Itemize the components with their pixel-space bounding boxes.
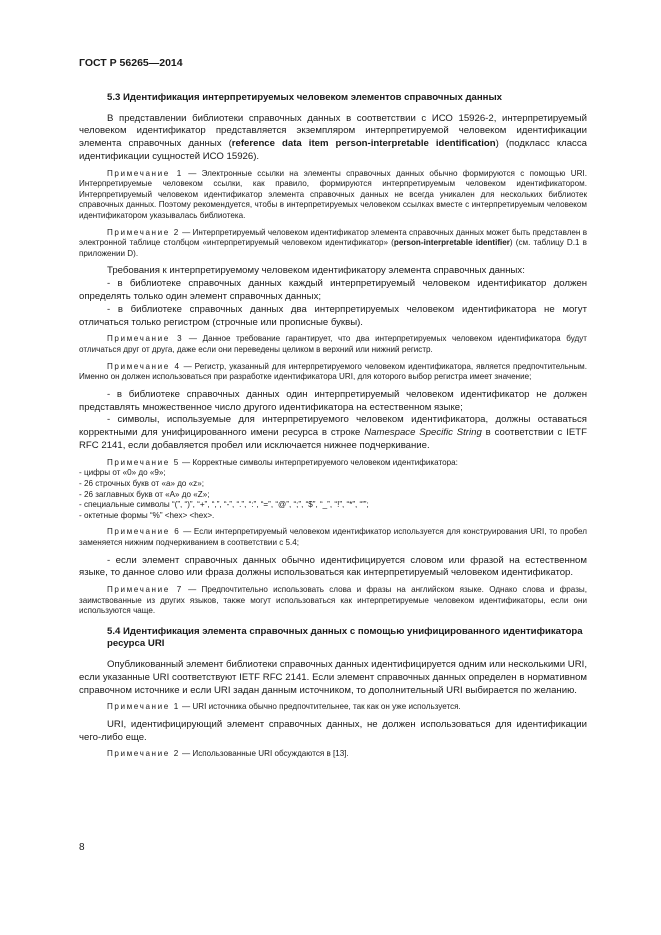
section-5-3-heading: 5.3 Идентификация интерпретируемых человеком элементов справочных данных [107,92,502,103]
text-run: ) (подкласс класса идентификации сущностей ИСО 15926). [79,138,587,162]
section-5-4-paragraph-1: Опубликованный элемент библиотеки справочных данных идентифицируется одним или несколькими URI, если указанные URI соответствуют IETF RFC 2141. Если элемент справочных данных определен в нормативном справочном источнике и если URI задан данным источником, то дополнительный URI выбирается по желанию. [79,658,587,696]
text-run: - символы, используемые для интерпретируемого человеком идентификатора, должны оставаться корректными для унифицированного имени ресурса в строке [79,414,587,439]
requirement-3: - в библиотеке справочных данных один интерпретируемый человеком идентификатор не должен представлять множественное число другого идентификатора на естественном языке; [79,388,587,413]
note-6 [79,527,587,548]
note-5-item: - специальные символы “(”, “)”, “+”, “,”, “-”, “.”, “:”, “=”, “@”, “;”, “$”, “_”, “!”, “*”, “'”; [79,500,369,510]
note-label: Примечание 1 [107,702,180,712]
document-body [79,92,587,766]
section-5-4-heading: 5.4 Идентификация элемента справочных данных с помощью унифицированного идентификатора ресурса URI [107,625,583,650]
section-5-4-note-2 [79,749,587,760]
note-label: Примечание 7 [107,585,183,595]
note-text: — Регистр, указанный для интерпретируемого человеком идентификатора, является предпочтительным. Именно он должен использоваться при разработке идентификатора URI, для которого выбор регистра имеет значение; [79,361,587,382]
note-text: — Данное требование гарантирует, что два интерпретируемых человеком идентификатора будут отличаться друг от друга, даже если они переведены целиком в верхний или нижний регистр. [79,334,587,355]
term-italic: Namespace Specific String [364,427,482,439]
requirement-5: - если элемент справочных данных обычно идентифицируется словом или фразой на естественном языке, то данное слово или фраза должны использоваться как интерпретируемый человеком идентификатор. [79,554,587,579]
requirement-2: - в библиотеке справочных данных два интерпретируемых человеком идентификатора не могут отличаться только регистром (строчные или прописные буквы). [79,303,587,328]
note-label: Примечание 1 [107,168,183,178]
note-3 [79,334,587,355]
document-header: ГОСТ Р 56265—2014 [79,57,183,69]
requirements-intro: Требования к интерпретируемому человеком идентификатору элемента справочных данных: [107,265,525,277]
term-bold: reference data item person-interpretable identification [231,138,496,150]
page-number: 8 [79,842,85,853]
note-text: — Электронные ссылки на элементы справочных данных обычно формируются с помощью URI. Интерпретируемые человеком ссылки, как правило, формируются интерпретируемым человеком идентификатором. Интерпретируемый человеком идентификатор элемента справочных данных не всегда уникален для нескольких библиотек справочных данных. Поэтому рекомендуется, чтобы в интерпретируемых человеком ссылках вместе с интерпретируемым человеком идентификатором указывалась библиотека. [79,168,587,221]
note-label: Примечание 4 [107,361,181,371]
note-label: Примечание 6 [107,527,181,537]
note-5 [79,458,587,469]
note-text: — Использованные URI обсуждаются в [13]. [179,749,349,759]
requirement-1: - в библиотеке справочных данных каждый интерпретируемый человеком идентификатор должен определять только один элемент справочных данных; [79,278,587,303]
term-bold: person-interpretable identifier [393,238,510,248]
text-run: в соответствии с IETF RFC 2141, если добавляется пробел или исключается нижнее подчеркивание. [79,427,587,451]
note-text: — Корректные символы интерпретируемого человеком идентификатора: [179,457,458,467]
requirement-4 [79,414,587,452]
section-5-4-note-1 [79,702,587,713]
note-5-item: - 26 строчных букв от «a» до «z»; [79,478,204,488]
note-text: — Предпочтительно использовать слова и фразы на английском языке. Однако слова и фразы, заимствованные из других языков, также могут использоваться как интерпретируемые человеком идентификаторы, если они используются чаще. [79,585,587,616]
note-label: Примечание 2 [107,749,180,759]
note-label: Примечание 5 [107,457,180,467]
note-1 [79,169,587,222]
note-5-item: - октетные формы “%” <hex> <hex>. [79,510,215,520]
section-5-4-paragraph-2: URI, идентифицирующий элемент справочных данных, не должен использоваться для идентификации чего-либо еще. [79,718,587,743]
note-text: ) (см. таблицу D.1 в приложении D). [79,238,587,258]
note-label: Примечание 3 [107,334,184,344]
section-5-3-paragraph-1 [79,113,587,164]
note-5-item: - цифры от «0» до «9»; [79,468,166,478]
note-label: Примечание 2 [107,227,180,237]
note-4 [79,362,587,383]
note-text: — Интерпретируемый человеком идентификатор элемента справочных данных может быть представлен в электронной таблице столбцом «интерпретируемый человеком идентификатор» ( [79,227,587,248]
note-7 [79,585,587,617]
note-5-item: - 26 заглавных букв от «A» до «Z»; [79,489,210,499]
note-2 [79,228,587,260]
note-text: — URI источника обычно предпочтительнее, так как он уже используется. [179,702,461,712]
text-run: В представлении библиотеки справочных данных в соответствии с ИСО 15926-2, интерпретируемый человеком идентификатор представляется экземпляром интерпретируемой человеком идентификации элемента справочных данных ( [79,112,587,150]
note-text: — Если интерпретируемый человеком идентификатор используется для конструирования URI, то пробел заменяется нижним подчеркиванием в соответствии с 5.4; [79,527,587,547]
